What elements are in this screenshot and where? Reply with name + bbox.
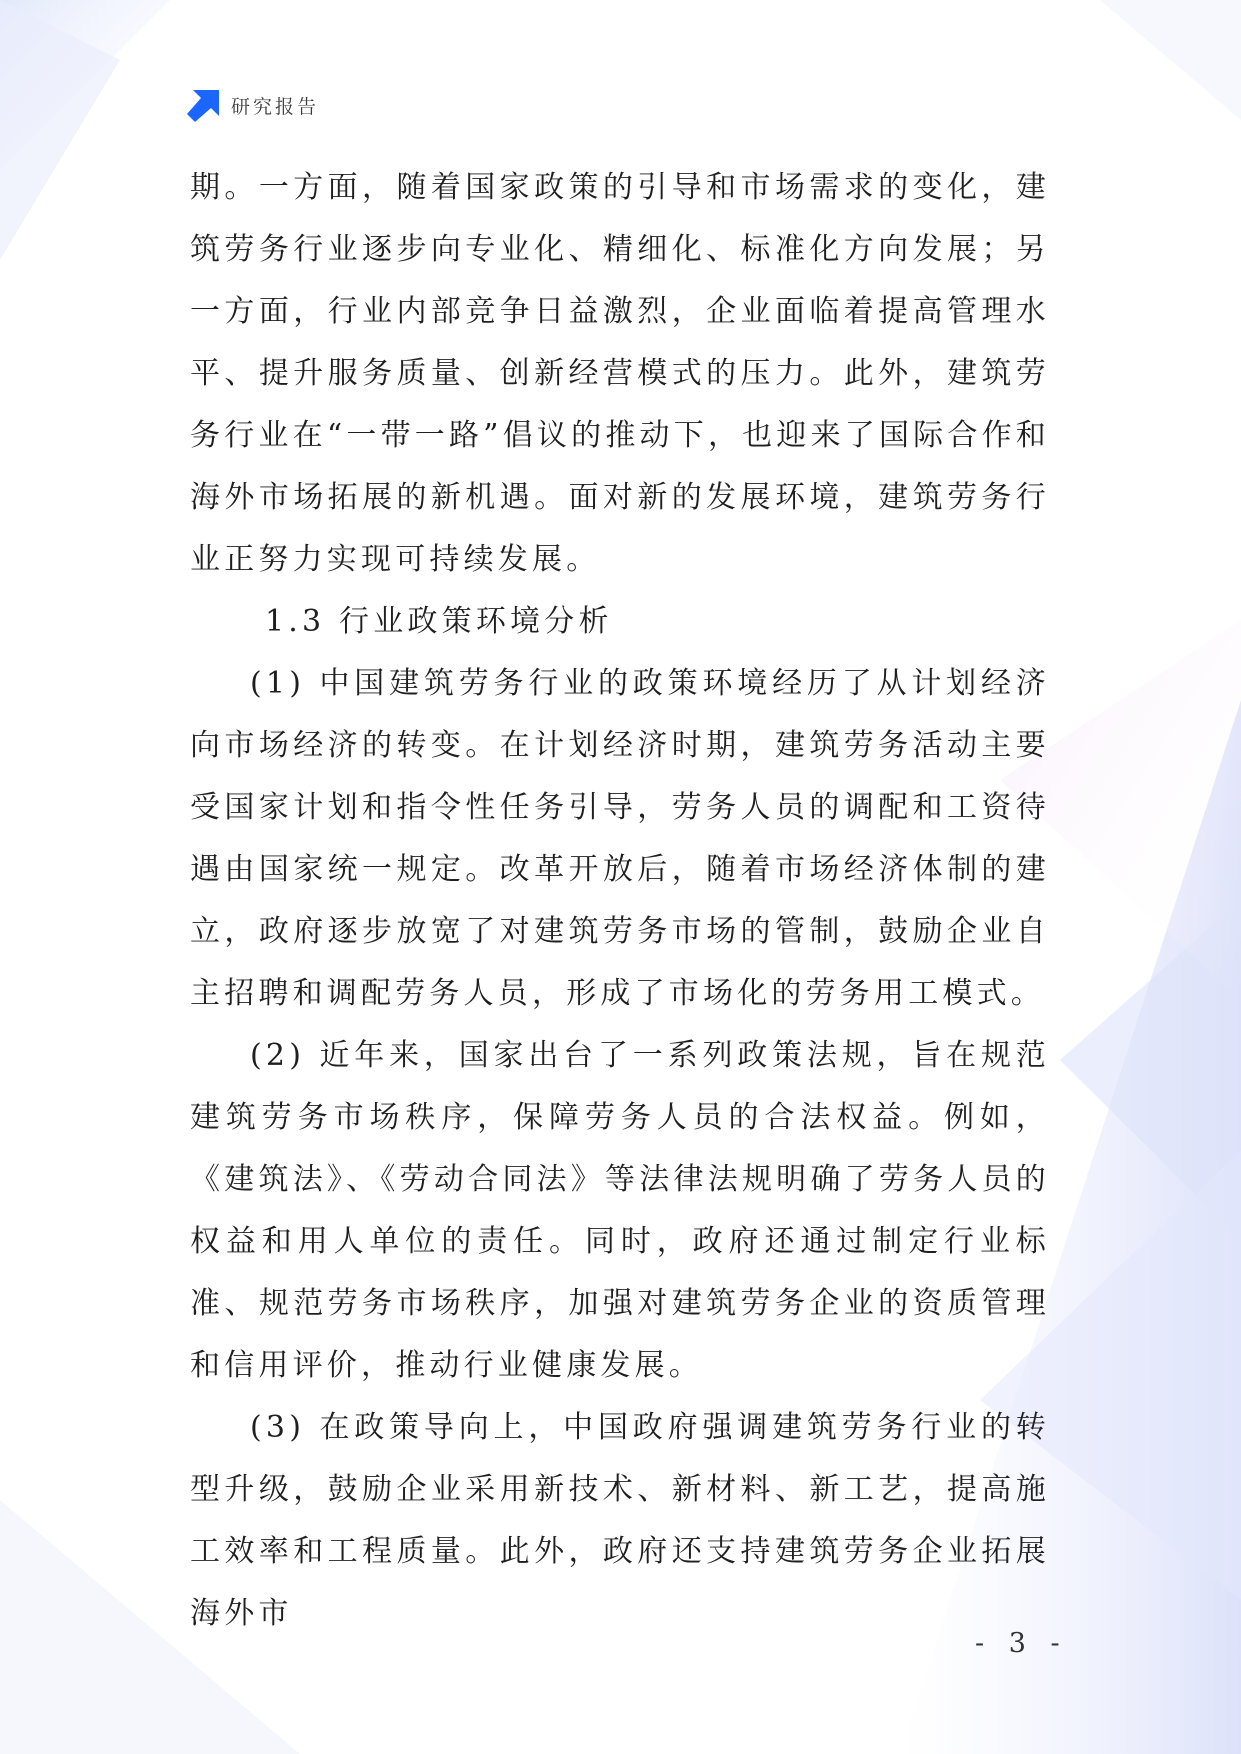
arrow-up-right-icon	[187, 88, 221, 122]
section-heading: 1.3 行业政策环境分析	[265, 604, 613, 639]
paragraph-2: (2) 近年来，国家出台了一系列政策法规，旨在规范建筑劳务市场秩序，保障劳务人员的合法权益。例如，《建筑法》、《劳动合同法》等法律法规明确了劳务人员的权益和用人单位的责任。同时，政府还通过制定行业标准、规范劳务市场秩序，加强对建筑劳务企业的资质管理和信用评价，推动行业健康发展。	[190, 1038, 1050, 1383]
document-body	[190, 157, 1050, 1645]
header-title: 研究报告	[231, 95, 320, 118]
paragraph-continued: 期。一方面，随着国家政策的引导和市场需求的变化，建筑劳务行业逐步向专业化、精细化、标准化方向发展；另一方面，行业内部竞争日益激烈，企业面临着提高管理水平、提升服务质量、创新经营模式的压力。此外，建筑劳务行业在“一带一路”倡议的推动下，也迎来了国际合作和海外市场拓展的新机遇。面对新的发展环境，建筑劳务行业正努力实现可持续发展。	[190, 170, 1050, 577]
report-header	[187, 88, 319, 122]
paragraph-3: (3) 在政策导向上，中国政府强调建筑劳务行业的转型升级，鼓励企业采用新技术、新材料、新工艺，提高施工效率和工程质量。此外，政府还支持建筑劳务企业拓展海外市	[190, 1410, 1050, 1631]
paragraph-1: (1) 中国建筑劳务行业的政策环境经历了从计划经济向市场经济的转变。在计划经济时期，建筑劳务活动主要受国家计划和指令性任务引导，劳务人员的调配和工资待遇由国家统一规定。改革开放后，随着市场经济体制的建立，政府逐步放宽了对建筑劳务市场的管制，鼓励企业自主招聘和调配劳务人员，形成了市场化的劳务用工模式。	[190, 666, 1050, 1011]
page-number: - 3 -	[975, 1628, 1068, 1659]
